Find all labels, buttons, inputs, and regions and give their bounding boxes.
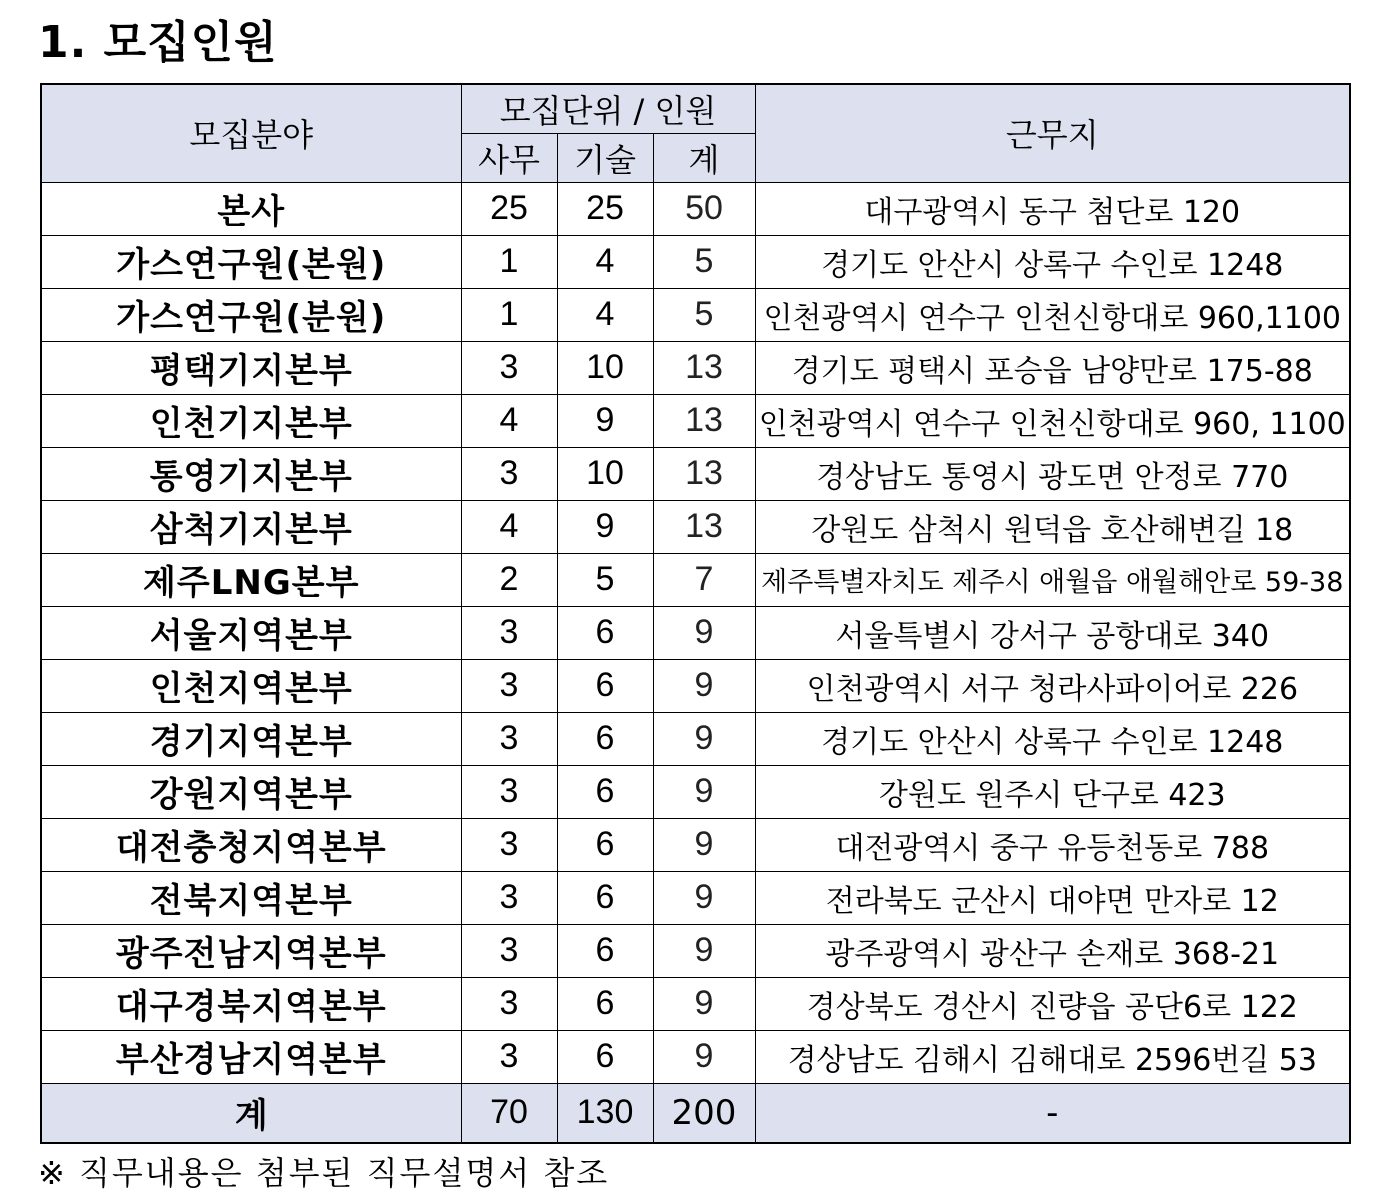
row-field: 가스연구원(본원) <box>41 235 461 288</box>
row-field: 대전충청지역본부 <box>41 818 461 871</box>
row-location: 경상북도 경산시 진량읍 공단6로 122 <box>755 977 1350 1030</box>
row-field: 인천기지본부 <box>41 394 461 447</box>
row-location: 경기도 평택시 포승읍 남양만로 175-88 <box>755 341 1350 394</box>
table-row <box>41 606 1350 659</box>
row-total: 13 <box>653 394 755 447</box>
row-field: 가스연구원(분원) <box>41 288 461 341</box>
row-office: 4 <box>461 500 557 553</box>
row-total: 13 <box>653 447 755 500</box>
table-row <box>41 818 1350 871</box>
row-location: 강원도 삼척시 원덕읍 호산해변길 18 <box>755 500 1350 553</box>
row-field: 서울지역본부 <box>41 606 461 659</box>
row-office: 3 <box>461 606 557 659</box>
row-field: 경기지역본부 <box>41 712 461 765</box>
row-location: 경상남도 통영시 광도면 안정로 770 <box>755 447 1350 500</box>
row-location: 서울특별시 강서구 공항대로 340 <box>755 606 1350 659</box>
row-location: 대구광역시 동구 첨단로 120 <box>755 182 1350 235</box>
row-office: 3 <box>461 924 557 977</box>
row-tech: 25 <box>557 182 653 235</box>
footer-field: 계 <box>41 1083 461 1143</box>
row-office: 3 <box>461 871 557 924</box>
header-tech: 기술 <box>557 133 653 182</box>
row-office: 3 <box>461 765 557 818</box>
table-row <box>41 288 1350 341</box>
header-total: 계 <box>653 133 755 182</box>
row-tech: 6 <box>557 977 653 1030</box>
table-row <box>41 659 1350 712</box>
header-location: 근무지 <box>755 84 1350 182</box>
row-field: 본사 <box>41 182 461 235</box>
row-total: 13 <box>653 500 755 553</box>
row-tech: 6 <box>557 871 653 924</box>
table-row <box>41 871 1350 924</box>
row-tech: 4 <box>557 235 653 288</box>
table-row <box>41 182 1350 235</box>
row-total: 5 <box>653 235 755 288</box>
table-row <box>41 553 1350 606</box>
footer-location: - <box>755 1083 1350 1143</box>
row-total: 9 <box>653 659 755 712</box>
row-location: 경기도 안산시 상록구 수인로 1248 <box>755 712 1350 765</box>
row-total: 9 <box>653 924 755 977</box>
row-location: 인천광역시 연수구 인천신항대로 960,1100 <box>755 288 1350 341</box>
row-location: 제주특별자치도 제주시 애월읍 애월해안로 59-38 <box>755 553 1350 606</box>
row-tech: 6 <box>557 659 653 712</box>
table-row <box>41 712 1350 765</box>
table-body <box>41 182 1350 1083</box>
row-office: 1 <box>461 235 557 288</box>
row-location: 전라북도 군산시 대야면 만자로 12 <box>755 871 1350 924</box>
row-tech: 6 <box>557 818 653 871</box>
row-location: 강원도 원주시 단구로 423 <box>755 765 1350 818</box>
row-field: 대구경북지역본부 <box>41 977 461 1030</box>
row-total: 9 <box>653 765 755 818</box>
row-tech: 6 <box>557 712 653 765</box>
row-tech: 10 <box>557 447 653 500</box>
row-office: 4 <box>461 394 557 447</box>
row-tech: 5 <box>557 553 653 606</box>
table-row <box>41 977 1350 1030</box>
row-office: 3 <box>461 1030 557 1083</box>
row-total: 9 <box>653 871 755 924</box>
row-tech: 6 <box>557 1030 653 1083</box>
row-field: 평택기지본부 <box>41 341 461 394</box>
row-total: 5 <box>653 288 755 341</box>
row-tech: 4 <box>557 288 653 341</box>
row-total: 9 <box>653 1030 755 1083</box>
row-tech: 9 <box>557 394 653 447</box>
row-field: 제주LNG본부 <box>41 553 461 606</box>
row-total: 9 <box>653 712 755 765</box>
row-tech: 6 <box>557 606 653 659</box>
row-office: 25 <box>461 182 557 235</box>
page-title: 1. 모집인원 <box>38 17 278 68</box>
recruitment-table <box>40 83 1351 1144</box>
row-total: 9 <box>653 977 755 1030</box>
footer-office: 70 <box>461 1083 557 1143</box>
row-field: 통영기지본부 <box>41 447 461 500</box>
header-unit-group: 모집단위 / 인원 <box>461 84 755 133</box>
row-office: 1 <box>461 288 557 341</box>
table-footer <box>41 1083 1350 1143</box>
row-office: 3 <box>461 712 557 765</box>
row-office: 3 <box>461 977 557 1030</box>
table-row <box>41 500 1350 553</box>
header-field: 모집분야 <box>41 84 461 182</box>
row-field: 광주전남지역본부 <box>41 924 461 977</box>
row-field: 강원지역본부 <box>41 765 461 818</box>
row-office: 3 <box>461 447 557 500</box>
row-tech: 6 <box>557 765 653 818</box>
row-tech: 6 <box>557 924 653 977</box>
row-office: 3 <box>461 818 557 871</box>
row-location: 인천광역시 서구 청라사파이어로 226 <box>755 659 1350 712</box>
row-total: 7 <box>653 553 755 606</box>
row-total: 9 <box>653 818 755 871</box>
row-office: 3 <box>461 341 557 394</box>
table-row <box>41 924 1350 977</box>
row-tech: 9 <box>557 500 653 553</box>
row-field: 전북지역본부 <box>41 871 461 924</box>
table-row <box>41 447 1350 500</box>
header-office: 사무 <box>461 133 557 182</box>
row-field: 삼척기지본부 <box>41 500 461 553</box>
table-row <box>41 765 1350 818</box>
footer-total: 200 <box>653 1083 755 1143</box>
table-header <box>41 84 1350 182</box>
row-field: 부산경남지역본부 <box>41 1030 461 1083</box>
row-total: 9 <box>653 606 755 659</box>
row-location: 경상남도 김해시 김해대로 2596번길 53 <box>755 1030 1350 1083</box>
row-office: 3 <box>461 659 557 712</box>
row-location: 광주광역시 광산구 손재로 368-21 <box>755 924 1350 977</box>
footer-tech: 130 <box>557 1083 653 1143</box>
row-location: 대전광역시 중구 유등천동로 788 <box>755 818 1350 871</box>
footnote: ※ 직무내용은 첨부된 직무설명서 참조 <box>38 1154 610 1192</box>
row-location: 인천광역시 연수구 인천신항대로 960, 1100 <box>755 394 1350 447</box>
row-total: 13 <box>653 341 755 394</box>
table-row <box>41 394 1350 447</box>
row-field: 인천지역본부 <box>41 659 461 712</box>
row-office: 2 <box>461 553 557 606</box>
table-row <box>41 1030 1350 1083</box>
table-row <box>41 341 1350 394</box>
row-tech: 10 <box>557 341 653 394</box>
table-row <box>41 235 1350 288</box>
row-total: 50 <box>653 182 755 235</box>
row-location: 경기도 안산시 상록구 수인로 1248 <box>755 235 1350 288</box>
